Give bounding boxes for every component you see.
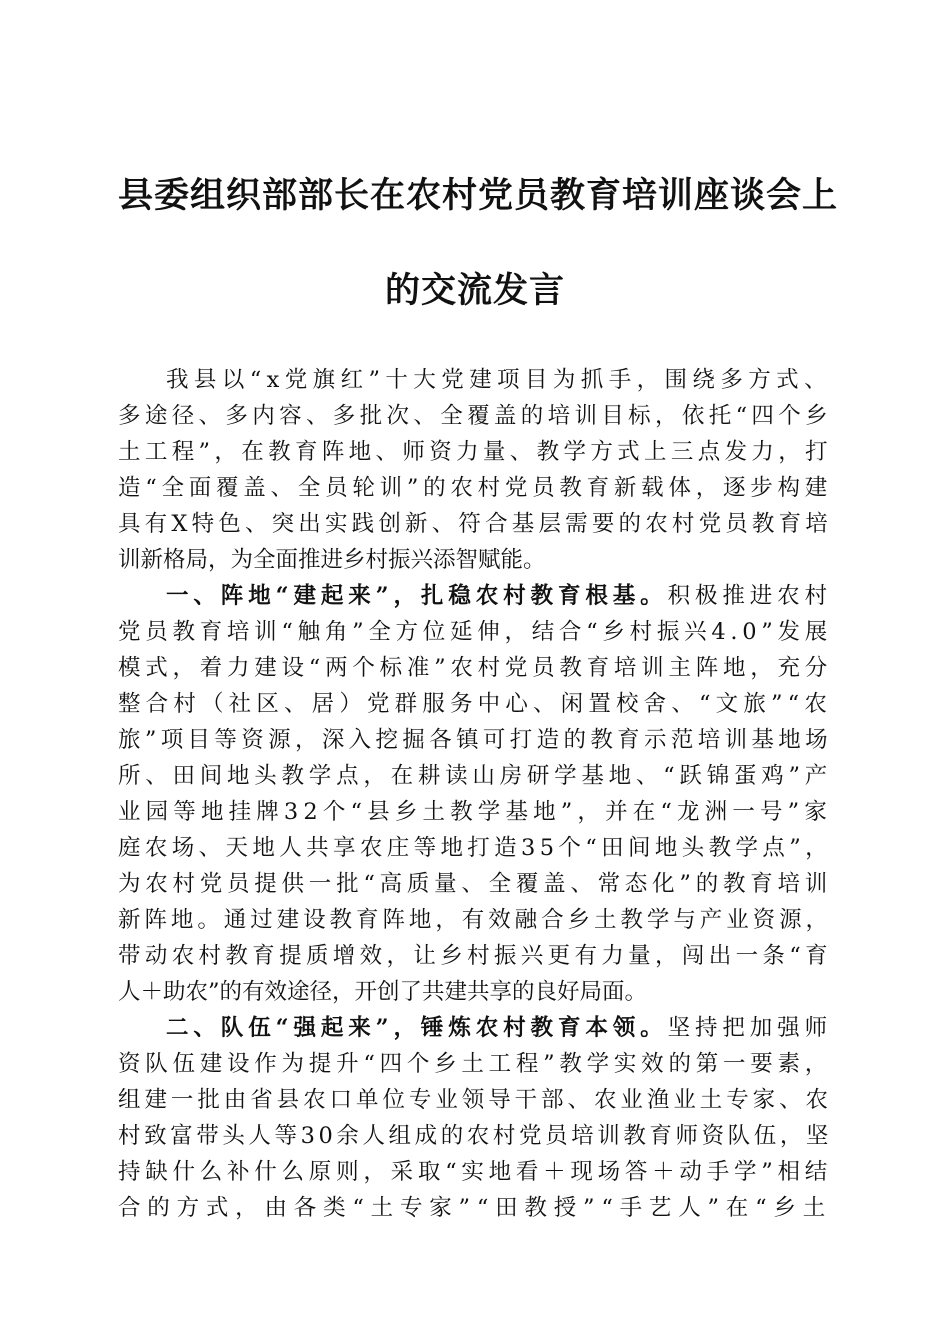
paragraph-line: 合的方式，由各类“土专家”“田教授”“手艺人”在“乡土 [118,1195,832,1221]
section-1-first-line [118,578,832,614]
paragraph-line: 造“全面覆盖、全员轮训”的农村党员教育新载体，逐步构建 [118,475,832,501]
paragraph-line: 带动农村教育提质增效，让乡村振兴更有力量，闯出一条“育 [118,943,832,969]
paragraph-line: 旅”项目等资源，深入挖掘各镇可打造的教育示范培训基地场 [118,727,832,753]
paragraph-line: 土工程”，在教育阵地、师资力量、教学方式上三点发力，打 [118,439,832,465]
paragraph-line: 新阵地。通过建设教育阵地，有效融合乡土教学与产业资源， [118,907,832,933]
section-heading-2: 二、队伍“强起来”，锤炼农村教育本领。 [166,1015,668,1041]
paragraph-line: 党员教育培训“触角”全方位延伸，结合“乡村振兴4.0”发展 [118,619,832,645]
document-title-line-1: 县委组织部部长在农村党员教育培训座谈会上 [118,175,839,216]
paragraph-line: 具有X特色、突出实践创新、符合基层需要的农村党员教育培 [118,511,832,537]
document-title-line-2: 的交流发言 [384,270,565,311]
paragraph-line: 所、田间地头教学点，在耕读山房研学基地、“跃锦蛋鸡”产 [118,763,832,789]
paragraph-line: 整合村（社区、居）党群服务中心、闲置校舍、“文旅”“农 [118,691,832,717]
paragraph-line: 人＋助农”的有效途径，开创了共建共享的良好局面。 [118,979,648,1005]
section-heading-1: 一、阵地“建起来”，扎稳农村教育根基。 [166,583,668,609]
paragraph-line: 持缺什么补什么原则，采取“实地看＋现场答＋动手学”相结 [118,1159,832,1185]
paragraph-line: 组建一批由省县农口单位专业领导干部、农业渔业土专家、农 [118,1087,832,1113]
paragraph-line: 村致富带头人等30余人组成的农村党员培训教育师资队伍，坚 [118,1123,832,1149]
section-2-first-line [118,1010,832,1046]
paragraph-line: 多途径、多内容、多批次、全覆盖的培训目标，依托“四个乡 [118,403,832,429]
paragraph-line: 为农村党员提供一批“高质量、全覆盖、常态化”的教育培训 [118,871,832,897]
paragraph-line: 训新格局，为全面推进乡村振兴添智赋能。 [118,547,546,573]
paragraph-line: 资队伍建设作为提升“四个乡土工程”教学实效的第一要素， [118,1051,832,1077]
paragraph-text: 坚持把加强师 [667,1015,832,1041]
paragraph-line: 庭农场、天地人共享农庄等地打造35个“田间地头教学点”， [118,835,832,861]
document-body [118,362,832,1226]
paragraph-line: 模式，着力建设“两个标准”农村党员教育培训主阵地，充分 [118,655,832,681]
paragraph-text: 积极推进农村 [667,583,832,609]
paragraph-line: 我县以“x党旗红”十大党建项目为抓手，围绕多方式、 [166,367,832,393]
paragraph-line: 业园等地挂牌32个“县乡土教学基地”，并在“龙洲一号”家 [118,799,832,825]
